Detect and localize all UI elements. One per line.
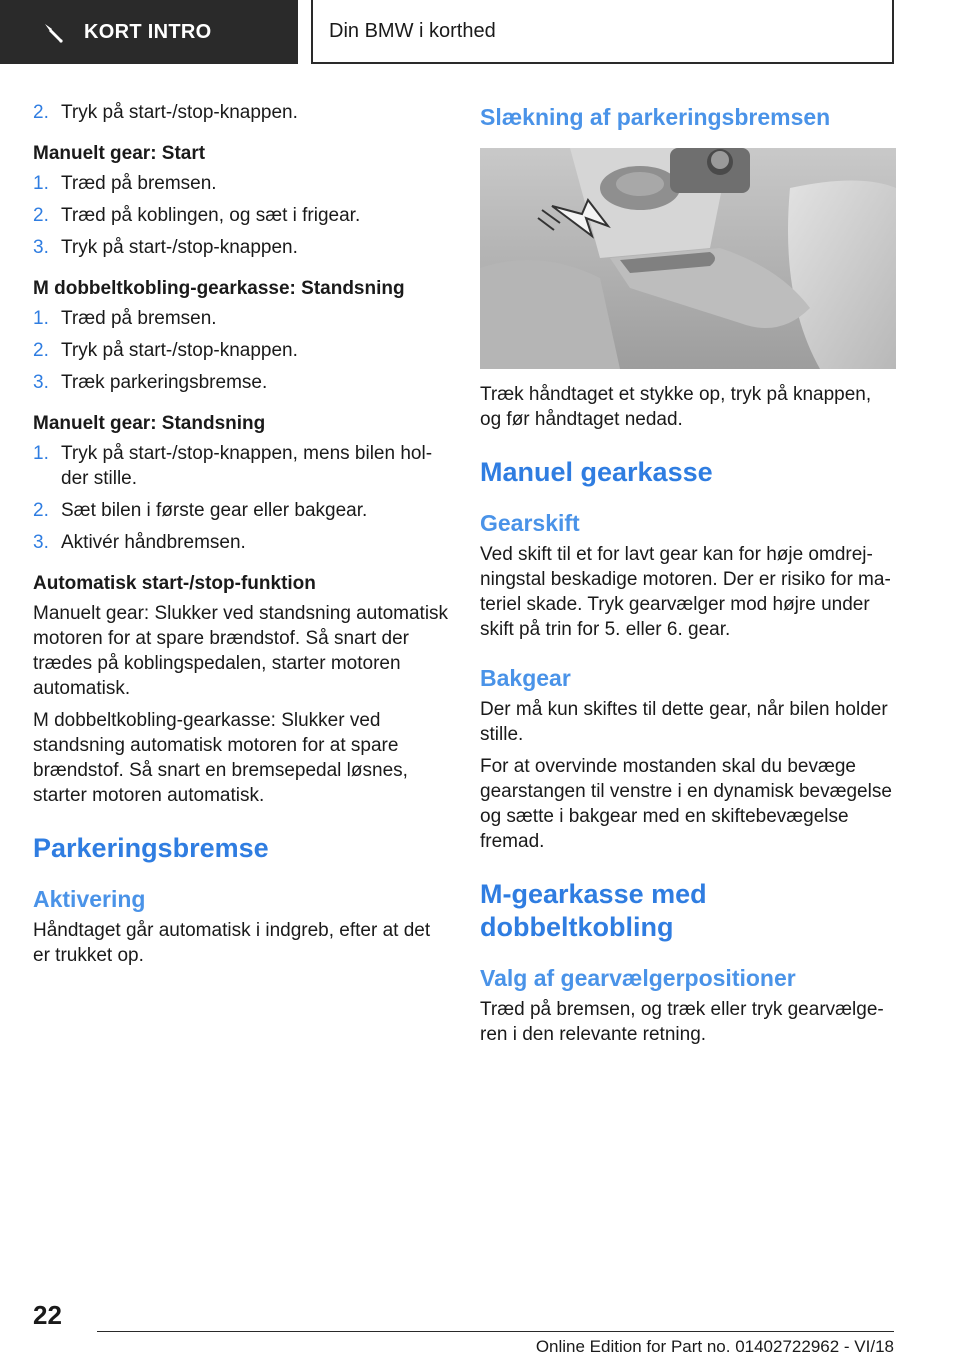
right-column xyxy=(480,100,896,1047)
auto-start-stop-para-1: Manuelt gear: Slukker ved standsning automatisk motoren for at spare brændstof. Så snart der trædes på koblingspedalen, starter motoren automatisk. xyxy=(33,603,449,699)
shifting-text: Ved skift til et for lavt gear kan for høje omdrejningstal beskadige motoren. Der er risiko for materiel skade. Tryk gearvælger mod højre under skift på trin for 5. eller 6. gear. xyxy=(480,544,891,640)
list-item xyxy=(33,203,449,228)
chapter-tab-label: Din BMW i korthed xyxy=(329,19,496,42)
reverse-text-2: For at overvinde mostanden skal du bevæge gearstangen til venstre i en dynamisk bevægelse og sætte i bakgear med en skiftebevægelse fremad. xyxy=(480,756,892,852)
step-number: 3. xyxy=(33,532,49,553)
activation-text: Håndtaget går automatisk i indgreb, efter at det er trukket op. xyxy=(33,920,431,966)
reverse-subtitle: Bakgear xyxy=(480,665,571,691)
manual-stop-steps xyxy=(33,441,449,555)
auto-start-stop-para-2: M dobbeltkobling-gearkasse: Slukker ved standsning automatisk motoren for at spare brændstof. Så snart en bremsepedal løsnes, starter motoren automatisk. xyxy=(33,710,408,806)
dct-title: M-gearkasse med dobbeltkobling xyxy=(480,879,707,942)
list-item xyxy=(33,171,449,196)
step-number: 2. xyxy=(33,102,49,123)
auto-start-stop-heading: Automatisk start-/stop-funktion xyxy=(33,573,316,594)
manual-stop-heading: Manuelt gear: Standsning xyxy=(33,413,266,434)
release-title: Slækning af parkeringsbremsen xyxy=(480,104,831,130)
step-text: Træd på koblingen, og sæt i frigear. xyxy=(61,205,361,226)
step-number: 2. xyxy=(33,340,49,361)
manual-start-heading: Manuelt gear: Start xyxy=(33,143,206,164)
shifting-subtitle: Gearskift xyxy=(480,510,580,536)
header-tabs xyxy=(0,0,960,66)
step-text: Tryk på start-/stop-knappen. xyxy=(61,102,298,123)
list-item xyxy=(33,370,449,395)
list-item xyxy=(33,235,449,260)
step-text: Tryk på start-/stop-knappen. xyxy=(61,237,298,258)
step-text: Træd på bremsen. xyxy=(61,173,217,194)
step-text: Tryk på start-/stop-knappen, mens bilen holder stille. xyxy=(61,443,433,489)
step-number: 3. xyxy=(33,237,49,258)
car-key-icon xyxy=(42,20,66,44)
list-item xyxy=(33,100,449,125)
list-item xyxy=(33,530,449,555)
step-number: 1. xyxy=(33,173,49,194)
section-tab[interactable] xyxy=(0,0,298,64)
step-text: Sæt bilen i første gear eller bakgear. xyxy=(61,500,368,521)
manual-start-steps xyxy=(33,171,449,260)
list-item xyxy=(33,306,449,331)
release-caption: Træk håndtaget et stykke op, tryk på knappen, og før håndtaget nedad. xyxy=(480,384,872,430)
reverse-text-1: Der må kun skiftes til dette gear, når bilen holder stille. xyxy=(480,699,888,745)
step-number: 1. xyxy=(33,443,49,464)
step-text: Aktivér håndbremsen. xyxy=(61,532,246,553)
manual-gearbox-title: Manuel gearkasse xyxy=(480,457,713,487)
step-number: 2. xyxy=(33,500,49,521)
step-number: 3. xyxy=(33,372,49,393)
step-number: 2. xyxy=(33,205,49,226)
step-text: Træd på bremsen. xyxy=(61,308,217,329)
dct-stop-steps xyxy=(33,306,449,395)
parking-brake-photo xyxy=(480,148,896,369)
section-tab-label: KORT INTRO xyxy=(84,20,212,43)
activation-subtitle: Aktivering xyxy=(33,886,146,912)
dct-stop-heading: M dobbeltkobling-gearkasse: Standsning xyxy=(33,278,405,299)
step-number: 1. xyxy=(33,308,49,329)
page-number: 22 xyxy=(33,1300,62,1330)
list-item xyxy=(33,441,449,491)
left-column xyxy=(33,100,449,968)
step-text: Træk parkeringsbremse. xyxy=(61,372,268,393)
list-item xyxy=(33,498,449,523)
step-text: Tryk på start-/stop-knappen. xyxy=(61,340,298,361)
positions-text: Træd på bremsen, og træk eller tryk gearvælgeren i den relevante retning. xyxy=(480,999,884,1045)
chapter-tab[interactable] xyxy=(311,0,894,64)
intro-steps xyxy=(33,100,449,125)
list-item xyxy=(33,338,449,363)
footer-divider xyxy=(97,1331,894,1332)
parking-brake-title: Parkeringsbremse xyxy=(33,833,269,863)
edition-note: Online Edition for Part no. 01402722962 - VI/18 xyxy=(535,1337,894,1356)
positions-subtitle: Valg af gearvælgerpositioner xyxy=(480,965,796,991)
